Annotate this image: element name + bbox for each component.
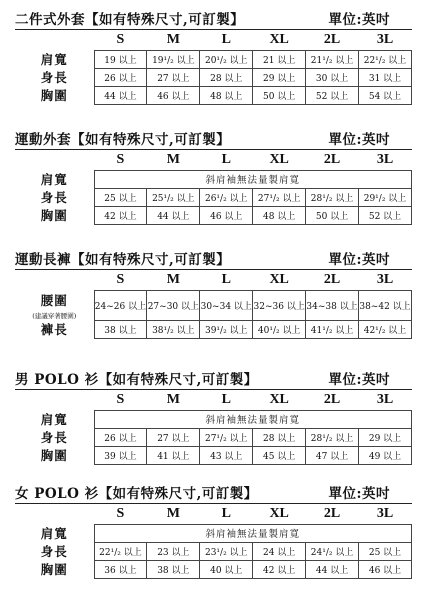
measurement-label-text: 肩寬 — [40, 172, 68, 187]
measurement-value: 43 以上 — [200, 446, 253, 464]
size-header: 2L — [323, 271, 341, 287]
size-header: S — [116, 271, 125, 287]
size-header: 3L — [376, 271, 394, 287]
size-table — [15, 504, 412, 579]
size-header: 3L — [376, 151, 394, 167]
measurement-row — [15, 560, 412, 578]
size-header: 3L — [376, 391, 394, 407]
size-header: S — [116, 31, 125, 47]
measurement-row — [15, 86, 412, 104]
measurement-row — [15, 446, 412, 464]
measurement-row — [15, 170, 412, 188]
size-table — [15, 270, 412, 339]
size-section — [15, 482, 412, 579]
measurement-label — [15, 188, 94, 206]
measurement-value: 44 以上 — [306, 560, 359, 578]
measurement-value: 38¹/₂ 以上 — [147, 320, 200, 338]
measurement-value: 29 以上 — [359, 428, 412, 446]
measurement-value: 38~42 以上 — [359, 290, 412, 320]
size-header: 3L — [376, 505, 394, 521]
size-header: 2L — [323, 31, 341, 47]
measurement-value: 24~26 以上 — [94, 290, 147, 320]
measurement-value: 25¹/₂ 以上 — [147, 188, 200, 206]
unit-label: 單位:英吋 — [328, 12, 390, 28]
size-section — [15, 8, 412, 105]
measurement-label-text: 胸圍 — [40, 88, 68, 103]
measurement-value: 48 以上 — [253, 206, 306, 224]
measurement-value: 34~38 以上 — [306, 290, 359, 320]
measurement-value: 41¹/₂ 以上 — [306, 320, 359, 338]
measurement-value: 27 以上 — [147, 68, 200, 86]
measurement-label — [15, 290, 94, 320]
header-blank — [15, 270, 94, 290]
measurement-value: 36 以上 — [94, 560, 147, 578]
measurement-value: 27¹/₂ 以上 — [200, 428, 253, 446]
section-title: 女 POLO 衫【如有特殊尺寸,可訂製】 — [15, 486, 258, 502]
measurement-value: 38 以上 — [94, 320, 147, 338]
measurement-label — [15, 320, 94, 338]
unit-label: 單位:英吋 — [328, 372, 390, 388]
measurement-label — [15, 560, 94, 578]
measurement-label — [15, 86, 94, 104]
section-title: 運動外套【如有特殊尺寸,可訂製】 — [15, 132, 231, 148]
measurement-label-text: 身長 — [40, 190, 68, 205]
measurement-label-text: 身長 — [40, 70, 68, 85]
measurement-value: 21 以上 — [253, 50, 306, 68]
measurement-label-text: 胸圍 — [40, 562, 68, 577]
size-header: S — [116, 391, 125, 407]
section-title: 二件式外套【如有特殊尺寸,可訂製】 — [15, 12, 245, 28]
measurement-label — [15, 206, 94, 224]
measurement-value: 42¹/₂ 以上 — [359, 320, 412, 338]
measurement-value: 26¹/₂ 以上 — [200, 188, 253, 206]
measurement-value: 42 以上 — [253, 560, 306, 578]
unit-label: 單位:英吋 — [328, 132, 390, 148]
size-section — [15, 128, 412, 225]
measurement-value: 27~30 以上 — [147, 290, 200, 320]
section-header — [15, 368, 412, 388]
measurement-row — [15, 428, 412, 446]
measurement-value: 44 以上 — [147, 206, 200, 224]
unit-label: 單位:英吋 — [328, 486, 390, 502]
size-header: M — [166, 31, 180, 47]
measurement-note: 斜肩袖無法量製肩寬 — [94, 410, 412, 428]
measurement-value: 44 以上 — [94, 86, 147, 104]
measurement-label-text: 胸圍 — [40, 208, 68, 223]
measurement-value: 30~34 以上 — [200, 290, 253, 320]
measurement-label-text: 腰圍 — [40, 292, 68, 308]
measurement-label — [15, 410, 94, 428]
measurement-value: 23¹/₂ 以上 — [200, 542, 253, 560]
measurement-value: 40 以上 — [200, 560, 253, 578]
size-table — [15, 150, 412, 225]
size-header-row — [15, 150, 412, 170]
measurement-note: 斜肩袖無法量製肩寬 — [94, 170, 412, 188]
measurement-row — [15, 290, 412, 320]
size-header: L — [221, 505, 231, 521]
measurement-label-text: 肩寬 — [40, 52, 68, 67]
size-header: S — [116, 151, 125, 167]
measurement-value: 31 以上 — [359, 68, 412, 86]
measurement-value: 46 以上 — [200, 206, 253, 224]
measurement-label — [15, 542, 94, 560]
measurement-value: 19¹/₂ 以上 — [147, 50, 200, 68]
size-header: L — [221, 31, 231, 47]
measurement-label-text: 身長 — [40, 430, 68, 445]
size-header: S — [116, 505, 125, 521]
measurement-label — [15, 170, 94, 188]
size-section — [15, 368, 412, 465]
section-title: 運動長褲【如有特殊尺寸,可訂製】 — [15, 252, 231, 268]
measurement-row — [15, 206, 412, 224]
measurement-value: 38 以上 — [147, 560, 200, 578]
measurement-note: 斜肩袖無法量製肩寬 — [94, 524, 412, 542]
measurement-value: 28 以上 — [200, 68, 253, 86]
size-header: 2L — [323, 391, 341, 407]
size-section — [15, 248, 412, 339]
measurement-label — [15, 446, 94, 464]
measurement-value: 45 以上 — [253, 446, 306, 464]
size-header: L — [221, 151, 231, 167]
measurement-label — [15, 524, 94, 542]
size-header-row — [15, 504, 412, 524]
measurement-sublabel: (建議穿著腰圍) — [32, 311, 77, 320]
measurement-value: 52 以上 — [306, 86, 359, 104]
measurement-row — [15, 68, 412, 86]
measurement-value: 46 以上 — [147, 86, 200, 104]
measurement-value: 29 以上 — [253, 68, 306, 86]
measurement-row — [15, 410, 412, 428]
size-header: XL — [269, 505, 289, 521]
measurement-value: 21¹/₂ 以上 — [306, 50, 359, 68]
measurement-value: 27 以上 — [147, 428, 200, 446]
measurement-value: 25 以上 — [359, 542, 412, 560]
header-blank — [15, 30, 94, 50]
size-header-row — [15, 270, 412, 290]
measurement-value: 26 以上 — [94, 428, 147, 446]
unit-label: 單位:英吋 — [328, 252, 390, 268]
measurement-row — [15, 542, 412, 560]
size-header: XL — [269, 391, 289, 407]
size-header: XL — [269, 151, 289, 167]
measurement-row — [15, 50, 412, 68]
size-header-row — [15, 390, 412, 410]
header-blank — [15, 150, 94, 170]
measurement-value: 32~36 以上 — [253, 290, 306, 320]
measurement-row — [15, 524, 412, 542]
measurement-label-text: 肩寬 — [40, 412, 68, 427]
measurement-value: 39¹/₂ 以上 — [200, 320, 253, 338]
measurement-value: 25 以上 — [94, 188, 147, 206]
measurement-value: 22¹/₂ 以上 — [94, 542, 147, 560]
measurement-value: 24¹/₂ 以上 — [306, 542, 359, 560]
measurement-value: 49 以上 — [359, 446, 412, 464]
measurement-label-text: 肩寬 — [40, 526, 68, 541]
size-header: M — [166, 271, 180, 287]
size-header-row — [15, 30, 412, 50]
measurement-value: 24 以上 — [253, 542, 306, 560]
measurement-value: 39 以上 — [94, 446, 147, 464]
size-header: M — [166, 391, 180, 407]
measurement-value: 28¹/₂ 以上 — [306, 428, 359, 446]
size-header: 2L — [323, 505, 341, 521]
measurement-label — [15, 50, 94, 68]
measurement-value: 26 以上 — [94, 68, 147, 86]
measurement-value: 28¹/₂ 以上 — [306, 188, 359, 206]
size-header: M — [166, 505, 180, 521]
measurement-value: 19 以上 — [94, 50, 147, 68]
measurement-value: 50 以上 — [306, 206, 359, 224]
measurement-label-text: 胸圍 — [40, 448, 68, 463]
measurement-value: 29¹/₂ 以上 — [359, 188, 412, 206]
measurement-label-text: 身長 — [40, 544, 68, 559]
header-blank — [15, 504, 94, 524]
measurement-value: 41 以上 — [147, 446, 200, 464]
section-header — [15, 8, 412, 28]
measurement-value: 28 以上 — [253, 428, 306, 446]
measurement-value: 23 以上 — [147, 542, 200, 560]
size-header: 3L — [376, 31, 394, 47]
measurement-value: 52 以上 — [359, 206, 412, 224]
measurement-value: 27¹/₂ 以上 — [253, 188, 306, 206]
section-header — [15, 248, 412, 268]
size-header: L — [221, 391, 231, 407]
measurement-value: 40¹/₂ 以上 — [253, 320, 306, 338]
measurement-value: 47 以上 — [306, 446, 359, 464]
size-header: XL — [269, 31, 289, 47]
measurement-row — [15, 320, 412, 338]
size-header: L — [221, 271, 231, 287]
measurement-value: 22¹/₂ 以上 — [359, 50, 412, 68]
measurement-label — [15, 428, 94, 446]
measurement-row — [15, 188, 412, 206]
section-header — [15, 482, 412, 502]
measurement-value: 48 以上 — [200, 86, 253, 104]
header-blank — [15, 390, 94, 410]
measurement-value: 30 以上 — [306, 68, 359, 86]
measurement-value: 54 以上 — [359, 86, 412, 104]
measurement-label-text: 褲長 — [40, 322, 68, 337]
size-header: M — [166, 151, 180, 167]
measurement-value: 46 以上 — [359, 560, 412, 578]
size-header: XL — [269, 271, 289, 287]
section-title: 男 POLO 衫【如有特殊尺寸,可訂製】 — [15, 372, 258, 388]
size-header: 2L — [323, 151, 341, 167]
measurement-value: 20¹/₂ 以上 — [200, 50, 253, 68]
section-header — [15, 128, 412, 148]
size-table — [15, 30, 412, 105]
measurement-label — [15, 68, 94, 86]
size-table — [15, 390, 412, 465]
measurement-value: 42 以上 — [94, 206, 147, 224]
measurement-value: 50 以上 — [253, 86, 306, 104]
